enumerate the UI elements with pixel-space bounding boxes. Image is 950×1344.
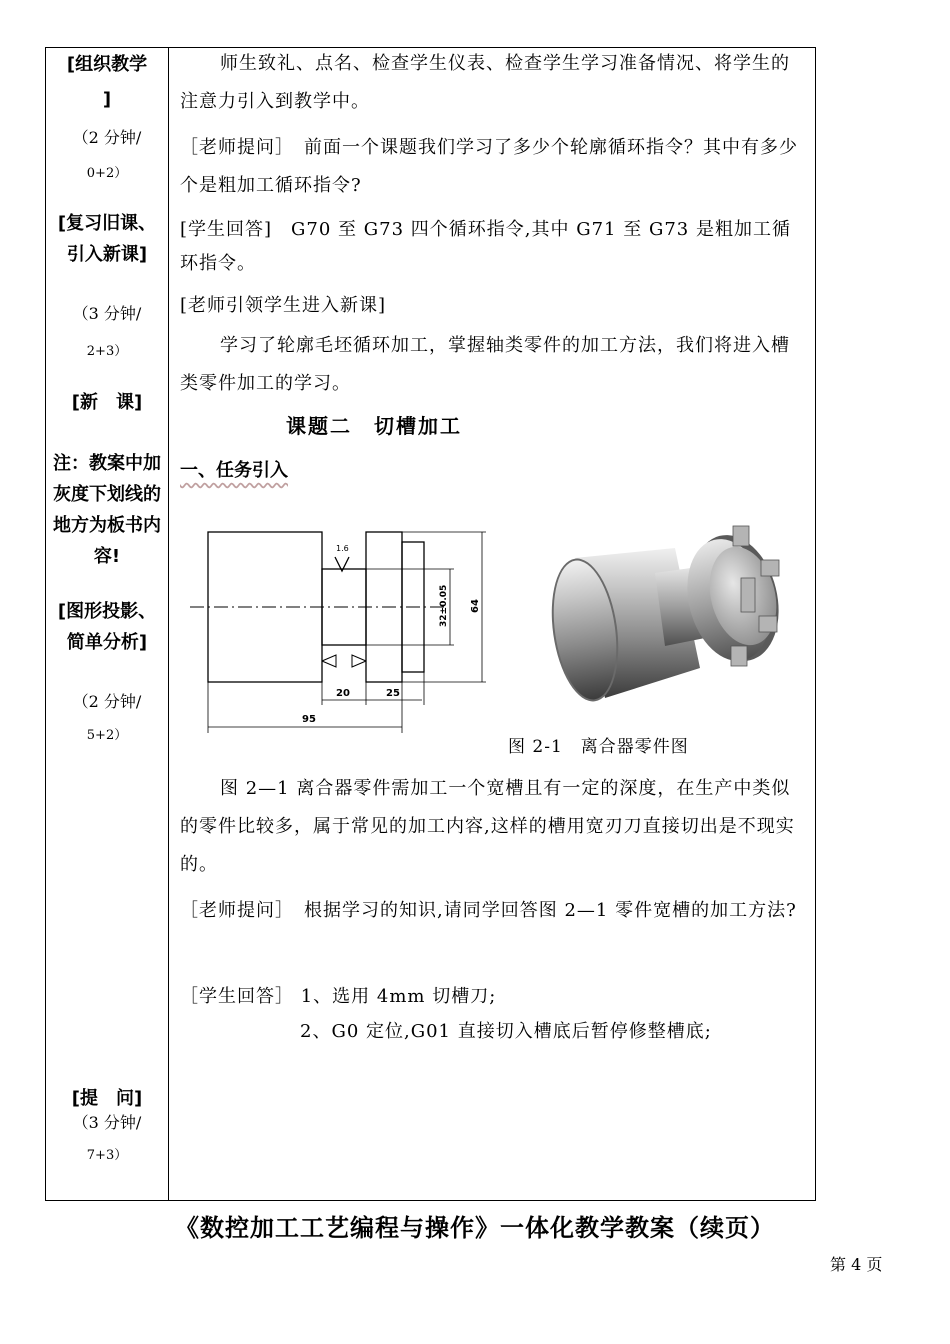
paragraph-transition: 学习了轮廓毛坯循环加工，掌握轴类零件的加工方法，我们将进入槽类零件加工的学习。 xyxy=(180,335,790,394)
dim-right-width: 25 xyxy=(386,688,400,699)
dim-outer-diameter: 64 xyxy=(470,599,481,613)
org-title: [组织教学 xyxy=(66,54,148,75)
dim-roughness: 1.6 xyxy=(336,544,349,553)
paragraph-analysis: 图 2—1 离合器零件需加工一个宽槽且有一定的深度，在生产中类似的零件比较多，属于常见的加工内容,这样的槽用宽刃刀直接切出是不现实的。 xyxy=(180,778,795,875)
student-answer-2-line-2: 2、G0 定位,G01 直接切入槽底后暂停修整槽底; xyxy=(300,1021,712,1042)
note-text: 注：教案中加灰度下划线的地方为板书内容! xyxy=(53,453,161,567)
teacher-lead: [老师引领学生进入新课] xyxy=(180,295,387,316)
page-number: 第 4 页 xyxy=(830,1255,883,1274)
figure-time-2: 5+2） xyxy=(86,728,128,743)
new-lesson-title: [新 课] xyxy=(71,392,143,413)
review-title: [复习旧课、引入新课] xyxy=(57,213,157,265)
student-answer-1: [学生回答] G70 至 G73 四个循环指令,其中 G71 至 G73 是粗加工循环指令。 xyxy=(180,219,791,274)
part-3d-render xyxy=(545,518,800,728)
paragraph-intro: 师生致礼、点名、检查学生仪表、检查学生学习准备情况、将学生的注意力引入到教学中。 xyxy=(180,53,790,112)
ask-title: [提 问] xyxy=(71,1088,143,1109)
dim-groove-diameter: 32±0.05 xyxy=(439,584,449,627)
section-heading: 一、任务引入 xyxy=(180,460,288,481)
dim-total-width: 95 xyxy=(302,714,316,725)
teacher-question-1: ［老师提问］ 前面一个课题我们学习了多少个轮廓循环指令？其中有多少个是粗加工循环指令? xyxy=(180,137,798,196)
org-title-end: ] xyxy=(102,89,112,110)
dim-groove-width: 20 xyxy=(336,688,350,699)
figure-time: （2 分钟/ xyxy=(72,692,142,711)
ask-time-2: 7+3） xyxy=(86,1148,128,1163)
org-time: （2 分钟/ xyxy=(72,128,142,147)
student-answer-2-line-1: ［学生回答］ 1、选用 4mm 切槽刀; xyxy=(180,986,497,1007)
column-divider xyxy=(168,47,169,1201)
org-time-2: 0+2） xyxy=(86,166,128,181)
review-time: （3 分钟/ xyxy=(72,304,142,323)
teacher-question-2: ［老师提问］ 根据学习的知识,请同学回答图 2—1 零件宽槽的加工方法? xyxy=(180,900,797,921)
figure-caption: 图 2-1 离合器零件图 xyxy=(508,737,689,757)
ask-time: （3 分钟/ xyxy=(72,1113,142,1132)
figure-title: [图形投影、简单分析] xyxy=(57,601,157,653)
part-technical-drawing xyxy=(190,515,500,740)
review-time-2: 2+3） xyxy=(86,344,128,359)
lesson-heading: 课题二 切槽加工 xyxy=(286,414,462,438)
document-footer-title: 《数控加工工艺编程与操作》一体化教学教案（续页） xyxy=(175,1214,775,1242)
